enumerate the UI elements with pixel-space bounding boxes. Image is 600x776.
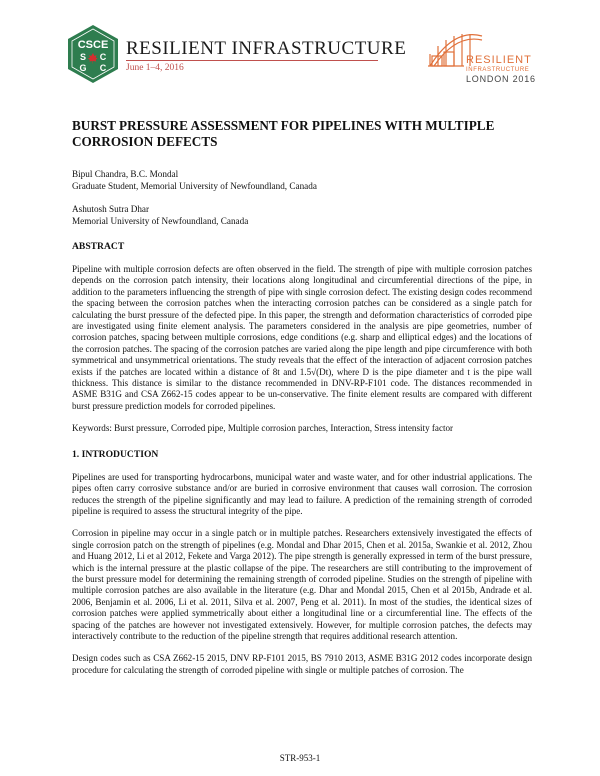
keywords: Keywords: Burst pressure, Corroded pipe, Multiple corrosion parches, Interaction, Stress intensity factor [72,423,454,434]
author-block-1 [72,169,532,192]
ri-logo-line-1: RESILIENT [466,54,532,66]
conference-title: RESILIENT INFRASTRUCTURE [126,38,407,59]
authors-1: Bipul Chandra, B.C. Mondal [72,169,179,179]
abstract-heading: ABSTRACT [72,241,125,252]
svg-text:CSCE: CSCE [77,39,109,51]
ri-logo-line-2: INFRASTRUCTURE [466,67,530,73]
abstract-text: Pipeline with multiple corrosion defects are often observed in the field. The strength of pipe with multiple corrosion patches depends on the corrosion patch intensity, their locations along longitudinal and circumferential directions of the pipe, in addition to the parameters influencing the strength of pipe with single corrosion defect. The existing design codes recommend the spacing between the corrosion patches when the interacting corrosion patches can be considered as a single patch for calculating the burst pressure of the defected pipe. In this paper, the strength and deformation characteristics of corroded pipe are investigated using finite element analysis. The parameters considered in the analysis are pipe geometries, number of corrosion patches, spacing between multiple corrosions, edge conditions (e.g. sharp and elliptical edges) and the locations of the corrosion patches. The spacing of the corrosion patches are varied along the pipe length and pipe circumference with both symmetrical and unsymmetrical orientations. The study reveals that the effect of the interaction of adjacent corrosion patches exists if the patches are located within a distance of 8t and 1.5√(Dt), where D is the pipe diameter and t is the pipe wall thickness. This distance is similar to the distance recommended in DNV-RP-F101 code. The distances recommended in ASME B31G and CSA Z662-15 codes appear to be un-conservative. The finite element results are compared with different burst pressure prediction models for corroded pipelines. [72,264,532,411]
ri-logo-line-3: LONDON 2016 [466,74,536,84]
page-number: STR-953-1 [279,753,321,763]
header-divider [126,60,378,61]
csce-logo [66,24,120,84]
intro-paragraph-1: Pipelines are used for transporting hydrocarbons, municipal water and waste water, and for other industrial applications. The pipes often carry corrosive substance and/or are buried in corrosive environment that causes wall corrosion. The corrosion reduces the strength of the pipeline significantly and may lead to failure. A prediction of the remaining strength of corroded pipeline is required to assess the structural integrity of the pipe. [72,471,532,516]
conference-date: June 1–4, 2016 [126,63,184,73]
svg-text:C: C [99,52,107,62]
introduction-heading: 1. INTRODUCTION [72,448,159,460]
affiliation-1: Graduate Student, Memorial University of Newfoundland, Canada [72,180,317,191]
svg-text:C: C [99,63,107,73]
svg-text:S: S [79,52,87,62]
intro-paragraph-2: Corrosion in pipeline may occur in a single patch or in multiple patches. Researchers extensively investigated the effects of single corrosion patch on the strength of pipelines (e.g. Mondal and Dhar 2015, Chen et al. 2015a, Swankie et al. 2012, Zhou and Huang 2012, Li et al 2012, Fekete and Varga 2012). The pipe strength is generally expressed in term of the burst pressure, which is the internal pressure at the plastic collapse of the pipe. The researchers are still contributing to the improvement of the burst pressure model for determining the remaining strength of corroded pipeline. Studies on the strength of pipeline with multiple corrosion patches are also available in the literature (e.g. Dhar and Mondal 2015, Chen et al 2015b, Andrade et al. 2006, Benjamin et al. 2006, Li et al. 2011, Silva et al. 2007, Peng et al. 2011). In most of the studies, the identical sizes of corrosion patches were applied symmetrically about either a longitudinal line or a circumferential line. The effects of the spacing of the patches are however not investigated extensively. However, for multiple corrosion patches, the defects may interactively contribute to the reduction of the pipeline strength that requires additional research attention. [72,528,532,641]
intro-paragraph-3: Design codes such as CSA Z662-15 2015, DNV RP-F101 2015, BS 7910 2013, ASME B31G 2012 codes incorporate design procedure for calculating the strength of corroded pipeline with single or multiple patches of corrosion. The [72,653,532,675]
paper-title: BURST PRESSURE ASSESSMENT FOR PIPELINES WITH MULTIPLE CORROSION DEFECTS [72,118,495,149]
ri-logo-text [466,54,550,84]
authors-2: Ashutosh Sutra Dhar [72,204,150,214]
author-block-2 [72,204,532,227]
paper-content [72,118,532,676]
svg-text:G: G [79,63,87,73]
affiliation-2: Memorial University of Newfoundland, Canada [72,215,249,226]
